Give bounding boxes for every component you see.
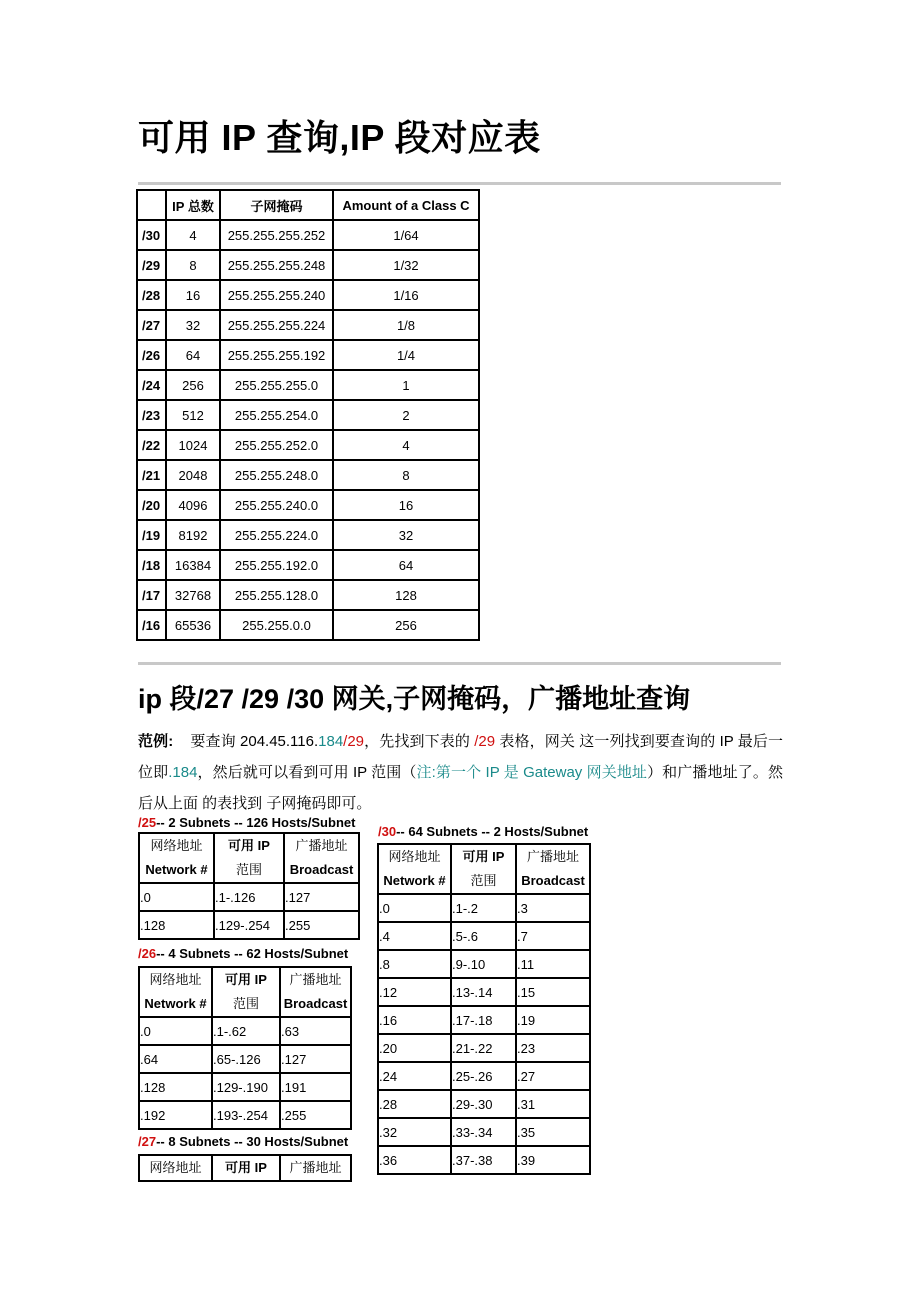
header-line: 可用 IP [225, 972, 267, 987]
network-cell: .64 [139, 1045, 212, 1073]
table-cell: 16 [333, 490, 479, 520]
table-cell: 1/32 [333, 250, 479, 280]
table-cell: 255.255.224.0 [220, 520, 333, 550]
subnet-table [138, 1154, 352, 1182]
table-cell: 16 [166, 280, 220, 310]
subnet-prefix: /27 [138, 1134, 157, 1149]
table-row [137, 580, 479, 610]
table-row [137, 610, 479, 640]
table-cell: 255.255.252.0 [220, 430, 333, 460]
header-line: Broadcast [283, 996, 348, 1011]
header-range [212, 1155, 280, 1181]
broadcast-cell: .35 [516, 1118, 590, 1146]
broadcast-cell: .23 [516, 1034, 590, 1062]
header-line: 范围 [232, 996, 259, 1011]
network-cell: .128 [139, 1073, 212, 1101]
broadcast-cell: .63 [280, 1017, 351, 1045]
subnet-prefix: /26 [138, 946, 157, 961]
subnet-row [378, 1034, 590, 1062]
header-cell: 子网掩码 [220, 190, 333, 220]
header-line: 广播地址 [289, 972, 342, 987]
table-cell: 255.255.192.0 [220, 550, 333, 580]
table-cell: 512 [166, 400, 220, 430]
table-cell: 1/64 [333, 220, 479, 250]
header-line: 网络地址 [150, 838, 203, 853]
table-cell: 255.255.240.0 [220, 490, 333, 520]
header-bcast [280, 1155, 351, 1181]
example-prefix: /29 [343, 733, 365, 750]
prefix-cell: /20 [137, 490, 166, 520]
table-cell: 256 [166, 370, 220, 400]
table-cell: 4096 [166, 490, 220, 520]
subnet-title [138, 1134, 348, 1149]
header-bcast [284, 833, 359, 883]
table-cell: 255.255.254.0 [220, 400, 333, 430]
broadcast-cell: .255 [284, 911, 359, 939]
range-cell: .25-.26 [451, 1062, 516, 1090]
range-cell: .129-.254 [214, 911, 284, 939]
subnet-row [378, 922, 590, 950]
subnet-row [139, 1017, 351, 1045]
range-cell: .37-.38 [451, 1146, 516, 1174]
table-row [137, 220, 479, 250]
table-cell: 255.255.128.0 [220, 580, 333, 610]
subnet-title [138, 815, 355, 830]
table-row [137, 280, 479, 310]
broadcast-cell: .31 [516, 1090, 590, 1118]
broadcast-cell: .39 [516, 1146, 590, 1174]
broadcast-cell: .7 [516, 922, 590, 950]
broadcast-cell: .11 [516, 950, 590, 978]
example-paragraph [138, 726, 783, 819]
table-cell: 255.255.248.0 [220, 460, 333, 490]
header-range [212, 967, 280, 1017]
range-cell: .1-.2 [451, 894, 516, 922]
header-cell: Amount of a Class C [333, 190, 479, 220]
subnet-row [378, 950, 590, 978]
prefix-cell: /16 [137, 610, 166, 640]
table-cell: 256 [333, 610, 479, 640]
ip-range-table [136, 189, 480, 641]
subnet-description: -- 2 Subnets -- 126 Hosts/Subnet [156, 815, 356, 830]
range-cell: .21-.22 [451, 1034, 516, 1062]
subnet-row [139, 1073, 351, 1101]
table-cell: 32 [166, 310, 220, 340]
subnet-row [139, 883, 359, 911]
table-row [137, 340, 479, 370]
subnet-header-row [139, 833, 359, 883]
range-cell: .9-.10 [451, 950, 516, 978]
table-cell: 1/4 [333, 340, 479, 370]
header-net [378, 844, 451, 894]
table-row [137, 250, 479, 280]
prefix-cell: /17 [137, 580, 166, 610]
section-title: ip 段/27 /29 /30 网关,子网掩码，广播地址查询 [138, 684, 691, 714]
divider-top [138, 182, 781, 185]
table-cell: 65536 [166, 610, 220, 640]
table-header-row [137, 190, 479, 220]
example-text: ）和广播地址了。然后从上面 的表找到 子网掩码即可。 [138, 764, 783, 812]
table-cell: 32 [333, 520, 479, 550]
table-row [137, 430, 479, 460]
subnet-prefix: /30 [378, 824, 397, 839]
range-cell: .1-.62 [212, 1017, 280, 1045]
subnet-header-row [139, 1155, 351, 1181]
example-text: ，然后就可以看到可用 IP 范围（ [197, 764, 417, 781]
table-cell: 128 [333, 580, 479, 610]
header-cell [137, 190, 166, 220]
table-cell: 32768 [166, 580, 220, 610]
subnet-header-row [139, 967, 351, 1017]
header-line: 网络地址 [388, 849, 441, 864]
broadcast-cell: .127 [280, 1045, 351, 1073]
range-cell: .1-.126 [214, 883, 284, 911]
subnet-header-row [378, 844, 590, 894]
header-net [139, 967, 212, 1017]
broadcast-cell: .191 [280, 1073, 351, 1101]
subnet-table [138, 832, 360, 940]
subnet-description: -- 4 Subnets -- 62 Hosts/Subnet [156, 946, 349, 961]
header-bcast [280, 967, 351, 1017]
range-cell: .5-.6 [451, 922, 516, 950]
broadcast-cell: .127 [284, 883, 359, 911]
prefix-cell: /26 [137, 340, 166, 370]
subnet-title [378, 824, 588, 839]
prefix-cell: /23 [137, 400, 166, 430]
table-row [137, 460, 479, 490]
table-cell: 16384 [166, 550, 220, 580]
broadcast-cell: .255 [280, 1101, 351, 1129]
network-cell: .28 [378, 1090, 451, 1118]
table-cell: 255.255.0.0 [220, 610, 333, 640]
subnet-row [378, 1146, 590, 1174]
table-cell: 1/16 [333, 280, 479, 310]
header-bcast [516, 844, 590, 894]
table-cell: 8 [333, 460, 479, 490]
prefix-cell: /19 [137, 520, 166, 550]
network-cell: .12 [378, 978, 451, 1006]
network-cell: .0 [139, 883, 214, 911]
network-cell: .32 [378, 1118, 451, 1146]
header-line: 广播地址 [295, 838, 348, 853]
prefix-cell: /24 [137, 370, 166, 400]
table-cell: 64 [166, 340, 220, 370]
network-cell: .4 [378, 922, 451, 950]
table-cell: 2048 [166, 460, 220, 490]
table-cell: 255.255.255.248 [220, 250, 333, 280]
range-cell: .13-.14 [451, 978, 516, 1006]
broadcast-cell: .15 [516, 978, 590, 1006]
header-line: 广播地址 [289, 1160, 342, 1175]
network-cell: .8 [378, 950, 451, 978]
example-label: 范例: [138, 733, 174, 750]
table-cell: 4 [333, 430, 479, 460]
header-line: 范围 [470, 873, 497, 888]
broadcast-cell: .27 [516, 1062, 590, 1090]
header-line: 范围 [235, 862, 262, 877]
range-cell: .129-.190 [212, 1073, 280, 1101]
broadcast-cell: .19 [516, 1006, 590, 1034]
table-cell: 8192 [166, 520, 220, 550]
example-host-number: .184 [168, 764, 198, 781]
subnet-prefix: /25 [138, 815, 157, 830]
network-cell: .128 [139, 911, 214, 939]
range-cell: .29-.30 [451, 1090, 516, 1118]
header-line: 可用 IP [462, 849, 505, 864]
prefix-cell: /22 [137, 430, 166, 460]
network-cell: .16 [378, 1006, 451, 1034]
subnet-row [378, 1062, 590, 1090]
example-text: 要查询 204.45.116. [190, 733, 319, 750]
subnet-row [139, 911, 359, 939]
page-title: 可用 IP 查询,IP 段对应表 [138, 117, 541, 158]
prefix-cell: /30 [137, 220, 166, 250]
table-cell: 255.255.255.0 [220, 370, 333, 400]
table-cell: 4 [166, 220, 220, 250]
header-line: 网络地址 [149, 1160, 202, 1175]
header-line: 广播地址 [526, 849, 579, 864]
header-line: Network # [145, 862, 208, 877]
network-cell: .36 [378, 1146, 451, 1174]
table-cell: 64 [333, 550, 479, 580]
subnet-description: -- 64 Subnets -- 2 Hosts/Subnet [396, 824, 589, 839]
subnet-title [138, 946, 348, 961]
table-row [137, 550, 479, 580]
table-cell: 8 [166, 250, 220, 280]
table-row [137, 400, 479, 430]
table-cell: 1 [333, 370, 479, 400]
network-cell: .192 [139, 1101, 212, 1129]
network-cell: .20 [378, 1034, 451, 1062]
header-range [451, 844, 516, 894]
example-prefix: /29 [474, 733, 496, 750]
table-row [137, 490, 479, 520]
subnet-row [378, 978, 590, 1006]
prefix-cell: /27 [137, 310, 166, 340]
subnet-description: -- 8 Subnets -- 30 Hosts/Subnet [156, 1134, 349, 1149]
subnet-table [138, 966, 352, 1130]
subnet-row [378, 1006, 590, 1034]
subnet-row [378, 894, 590, 922]
prefix-cell: /21 [137, 460, 166, 490]
header-line: Network # [144, 996, 207, 1011]
header-range [214, 833, 284, 883]
table-row [137, 520, 479, 550]
table-cell: 255.255.255.192 [220, 340, 333, 370]
table-row [137, 370, 479, 400]
header-line: 网络地址 [149, 972, 202, 987]
range-cell: .33-.34 [451, 1118, 516, 1146]
table-cell: 1/8 [333, 310, 479, 340]
table-cell: 1024 [166, 430, 220, 460]
prefix-cell: /29 [137, 250, 166, 280]
network-cell: .0 [378, 894, 451, 922]
prefix-cell: /28 [137, 280, 166, 310]
header-line: 可用 IP [225, 1160, 267, 1175]
example-host-number: 184 [318, 733, 344, 750]
example-text: 表格，网关 这一列找到要查询的 IP 最后一位即 [138, 733, 784, 781]
subnet-row [139, 1045, 351, 1073]
example-note: 注:第一个 IP 是 Gateway 网关地址 [416, 764, 648, 781]
range-cell: .17-.18 [451, 1006, 516, 1034]
subnet-row [139, 1101, 351, 1129]
prefix-cell: /18 [137, 550, 166, 580]
subnet-row [378, 1090, 590, 1118]
example-text: ，先找到下表的 [364, 733, 475, 750]
range-cell: .65-.126 [212, 1045, 280, 1073]
header-line: Broadcast [289, 862, 354, 877]
header-net [139, 1155, 212, 1181]
subnet-table [377, 843, 591, 1175]
network-cell: .0 [139, 1017, 212, 1045]
range-cell: .193-.254 [212, 1101, 280, 1129]
subnet-row [378, 1118, 590, 1146]
divider-middle [138, 662, 781, 665]
header-line: Network # [383, 873, 446, 888]
header-net [139, 833, 214, 883]
header-line: 可用 IP [228, 838, 270, 853]
table-cell: 2 [333, 400, 479, 430]
network-cell: .24 [378, 1062, 451, 1090]
table-cell: 255.255.255.224 [220, 310, 333, 340]
table-cell: 255.255.255.252 [220, 220, 333, 250]
header-cell: IP 总数 [166, 190, 220, 220]
broadcast-cell: .3 [516, 894, 590, 922]
header-line: Broadcast [521, 873, 585, 888]
table-cell: 255.255.255.240 [220, 280, 333, 310]
table-row [137, 310, 479, 340]
